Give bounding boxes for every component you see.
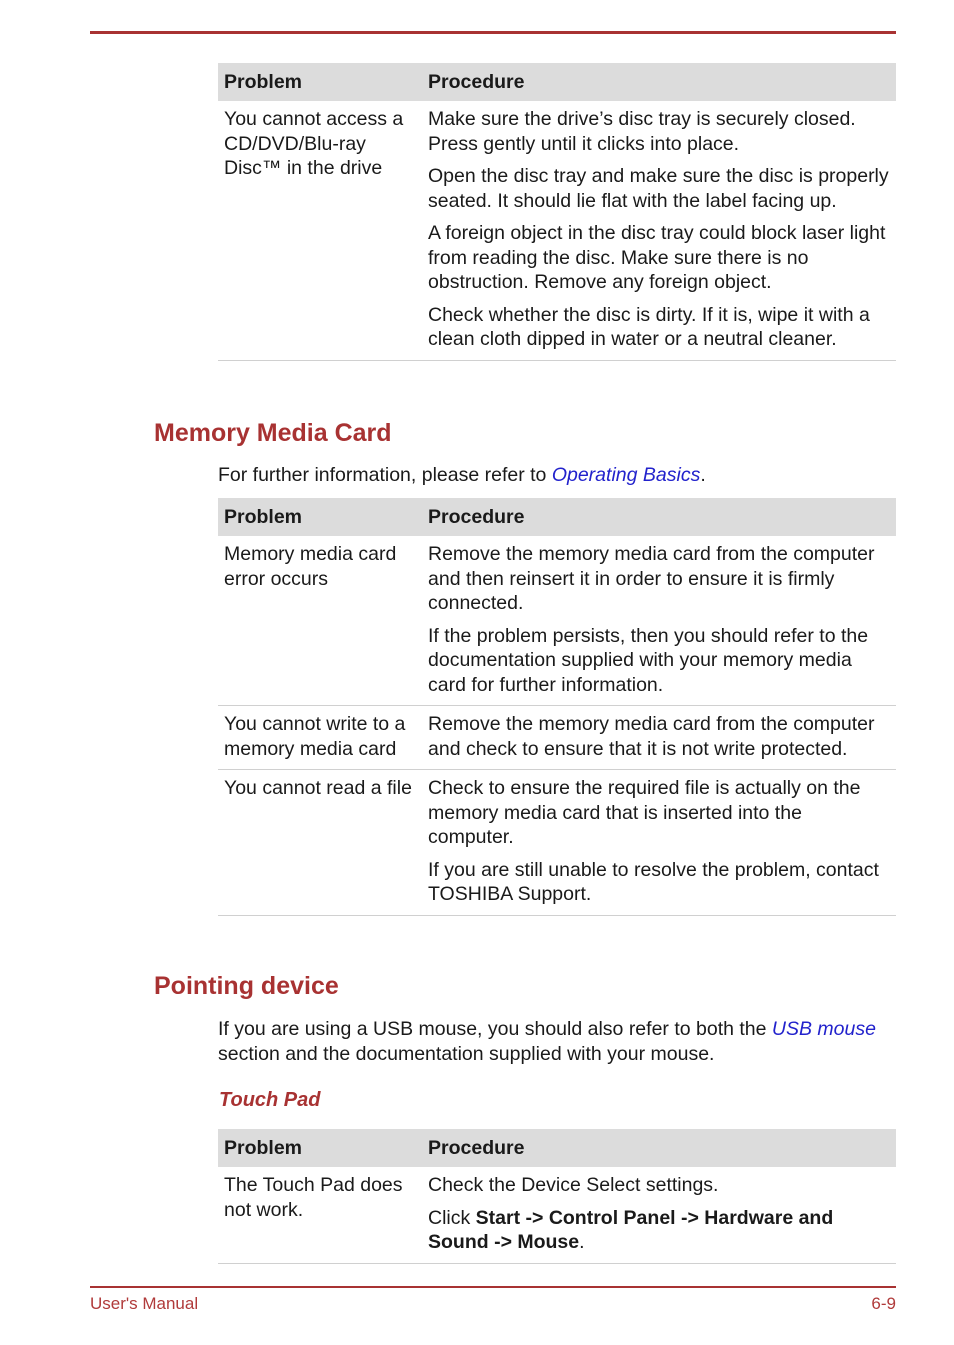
procedure-step: Check to ensure the required file is actually on the memory media card that is inserted into the computer. bbox=[428, 777, 861, 848]
section-heading-pointing-device: Pointing device bbox=[154, 972, 339, 1000]
table-row bbox=[218, 101, 896, 360]
operating-basics-link[interactable]: Operating Basics bbox=[551, 464, 701, 486]
column-header-problem: Problem bbox=[218, 498, 422, 536]
problem-cell: You cannot read a file bbox=[218, 770, 422, 916]
procedure-text-end: . bbox=[579, 1231, 585, 1253]
section-heading-memory-media-card: Memory Media Card bbox=[154, 419, 392, 447]
footer-rule bbox=[90, 1286, 896, 1288]
intro-text: For further information, please refer to bbox=[218, 464, 552, 486]
procedure-cell bbox=[422, 101, 896, 360]
procedure-step: Check the Device Select settings. bbox=[428, 1174, 719, 1196]
problem-cell: You cannot write to a memory media card bbox=[218, 706, 422, 770]
intro-text: If you are using a USB mouse, you should also refer to both the bbox=[218, 1018, 772, 1040]
touch-pad-troubleshooting-table bbox=[218, 1129, 896, 1264]
procedure-step: Check whether the disc is dirty. If it is, wipe it with a clean cloth dipped in water or a neutral cleaner. bbox=[428, 303, 870, 350]
table-header-row bbox=[218, 498, 896, 536]
column-header-procedure: Procedure bbox=[422, 498, 896, 536]
procedure-step bbox=[428, 1206, 890, 1255]
menu-path: Start -> Control Panel -> Hardware and Sound -> Mouse bbox=[428, 1206, 834, 1253]
subheading-touch-pad: Touch Pad bbox=[219, 1089, 321, 1111]
column-header-procedure: Procedure bbox=[422, 1129, 896, 1167]
procedure-cell bbox=[422, 770, 896, 916]
intro-text-end: . bbox=[700, 464, 706, 486]
procedure-step: Remove the memory media card from the computer and check to ensure that it is not write protected. bbox=[428, 713, 875, 760]
problem-cell: Memory media card error occurs bbox=[218, 536, 422, 706]
pointing-intro-paragraph bbox=[218, 1017, 878, 1066]
table-row bbox=[218, 536, 896, 706]
table-row bbox=[218, 1167, 896, 1263]
column-header-problem: Problem bbox=[218, 1129, 422, 1167]
disc-troubleshooting-table bbox=[218, 63, 896, 361]
table-header-row bbox=[218, 63, 896, 101]
problem-cell: You cannot access a CD/DVD/Blu-ray Disc™ in the drive bbox=[218, 101, 422, 360]
procedure-step: If the problem persists, then you should refer to the documentation supplied with your memory media card for further information. bbox=[428, 624, 869, 696]
column-header-problem: Problem bbox=[218, 63, 422, 101]
procedure-cell bbox=[422, 706, 896, 770]
header-rule bbox=[90, 31, 896, 34]
procedure-cell bbox=[422, 536, 896, 706]
footer-manual-title: User's Manual bbox=[90, 1294, 199, 1313]
footer-page-number: 6-9 bbox=[871, 1294, 896, 1313]
procedure-cell bbox=[422, 1167, 896, 1263]
procedure-step: Open the disc tray and make sure the disc is properly seated. It should lie flat with the label facing up. bbox=[428, 165, 889, 212]
procedure-step: If you are still unable to resolve the problem, contact TOSHIBA Support. bbox=[428, 858, 879, 905]
intro-text-end: section and the documentation supplied with your mouse. bbox=[218, 1042, 715, 1065]
table-row bbox=[218, 706, 896, 770]
procedure-step: Make sure the drive’s disc tray is securely closed. Press gently until it clicks into place. bbox=[428, 108, 856, 155]
memory-intro-paragraph bbox=[218, 463, 878, 488]
procedure-text: Click bbox=[428, 1206, 476, 1229]
table-row bbox=[218, 770, 896, 916]
table-header-row bbox=[218, 1129, 896, 1167]
problem-cell: The Touch Pad does not work. bbox=[218, 1167, 422, 1263]
usb-mouse-link[interactable]: USB mouse bbox=[771, 1018, 876, 1040]
procedure-step: A foreign object in the disc tray could block laser light from reading the disc. Make sure there is no obstruction. Remove any foreign object. bbox=[428, 222, 886, 293]
procedure-step: Remove the memory media card from the computer and then reinsert it in order to ensure it is firmly connected. bbox=[428, 543, 875, 614]
memory-card-troubleshooting-table bbox=[218, 498, 896, 916]
column-header-procedure: Procedure bbox=[422, 63, 896, 101]
